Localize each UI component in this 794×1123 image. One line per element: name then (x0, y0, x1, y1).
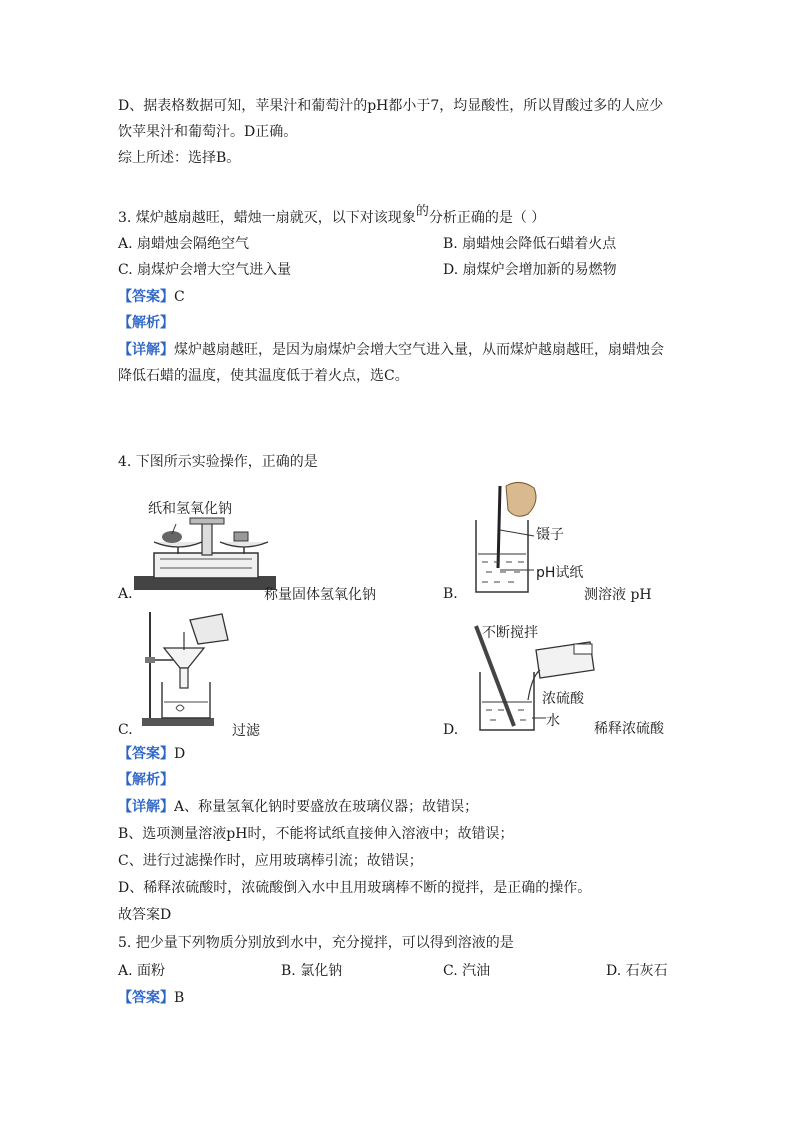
q4-detail-tag: 【详解】 (118, 799, 174, 815)
figure-a-letter: A. (118, 586, 133, 602)
figure-d-label-acid: 浓硫酸 (542, 691, 584, 707)
q3-answer-value: C (174, 289, 185, 305)
q5-option-a: A. 面粉 (118, 963, 166, 979)
figure-b-label-tweezers: 镊子 (536, 527, 564, 543)
q3-answer-tag: 【答案】 (118, 289, 174, 305)
figure-c-caption: 过滤 (232, 723, 260, 739)
q3-option-b: B. 扇蜡烛会降低石蜡着火点 (443, 236, 617, 252)
q4-answer-tag: 【答案】 (118, 746, 174, 762)
figure-c-filtration (140, 604, 232, 728)
q4-detail-text1: A、称量氢氧化钠时要盛放在玻璃仪器；故错误； (174, 799, 479, 815)
figure-d-label-stir: 不断搅拌 (482, 625, 538, 641)
q5-answer-value: B (174, 990, 185, 1006)
q4-answer-value: D (174, 746, 186, 762)
q4-detail-line2: B、选项测量溶液pH时，不能将试纸直接伸入溶液中；故错误； (118, 826, 514, 842)
q5-option-c: C. 汽油 (443, 963, 491, 979)
q2-option-d-line1: D、据表格数据可知，苹果汁和葡萄汁的pH都小于7，均显酸性，所以胃酸过多的人应少 (118, 98, 664, 114)
figure-d-label-water: 水 (546, 713, 560, 729)
q3-option-c: C. 扇煤炉会增大空气进入量 (118, 262, 292, 278)
q3-stem (118, 204, 546, 229)
q3-analysis-tag: 【解析】 (118, 315, 174, 331)
q2-summary: 综上所述：选择B。 (118, 150, 241, 166)
figure-b-letter: B. (443, 586, 458, 602)
figure-c-letter: C. (118, 722, 133, 738)
q3-stem-b: 分析正确的是（ ） (428, 210, 546, 226)
q4-final-answer: 故答案D (118, 907, 172, 923)
q5-answer-tag: 【答案】 (118, 990, 174, 1006)
q4-answer (118, 744, 185, 764)
q4-detail-line1 (118, 797, 478, 817)
q3-stem-sup: 的 (415, 204, 429, 219)
q3-answer (118, 287, 185, 307)
figure-b-label-ph-paper: pH试纸 (536, 565, 584, 581)
q3-detail-text1: 煤炉越扇越旺，是因为扇煤炉会增大空气进入量，从而煤炉越扇越旺，扇蜡烛会 (174, 342, 664, 358)
q4-detail-line3: C、进行过滤操作时，应用玻璃棒引流；故错误； (118, 853, 423, 869)
q3-stem-a: 3. 煤炉越扇越旺，蜡烛一扇就灭，以下对该现象 (118, 210, 416, 226)
q3-detail-line2: 降低石蜡的温度，使其温度低于着火点，选C。 (118, 368, 409, 384)
q2-option-d-line2: 饮苹果汁和葡萄汁。D正确。 (118, 124, 298, 140)
q5-option-b: B. 氯化钠 (281, 963, 343, 979)
q4-analysis-tag: 【解析】 (118, 772, 174, 788)
q4-detail-line4: D、稀释浓硫酸时，浓硫酸倒入水中且用玻璃棒不断的搅拌，是正确的操作。 (118, 880, 592, 896)
figure-a-label-paper-naoh: 纸和氢氧化钠 (148, 501, 232, 517)
q3-detail-tag: 【详解】 (118, 342, 174, 358)
q4-stem: 4. 下图所示实验操作，正确的是 (118, 454, 318, 470)
figure-d-caption: 稀释浓硫酸 (594, 721, 664, 737)
figure-b-caption: 测溶液 pH (584, 587, 652, 603)
figure-a-caption: 称量固体氢氧化钠 (264, 587, 376, 603)
figure-d-letter: D. (443, 722, 459, 738)
q3-option-d: D. 扇煤炉会增加新的易燃物 (443, 262, 617, 278)
q3-option-a: A. 扇蜡烛会隔绝空气 (118, 236, 250, 252)
q5-answer (118, 988, 184, 1008)
q5-option-d: D. 石灰石 (606, 963, 668, 979)
q3-detail-line1 (118, 340, 664, 360)
q5-stem: 5. 把少量下列物质分别放到水中，充分搅拌，可以得到溶液的是 (118, 935, 514, 951)
